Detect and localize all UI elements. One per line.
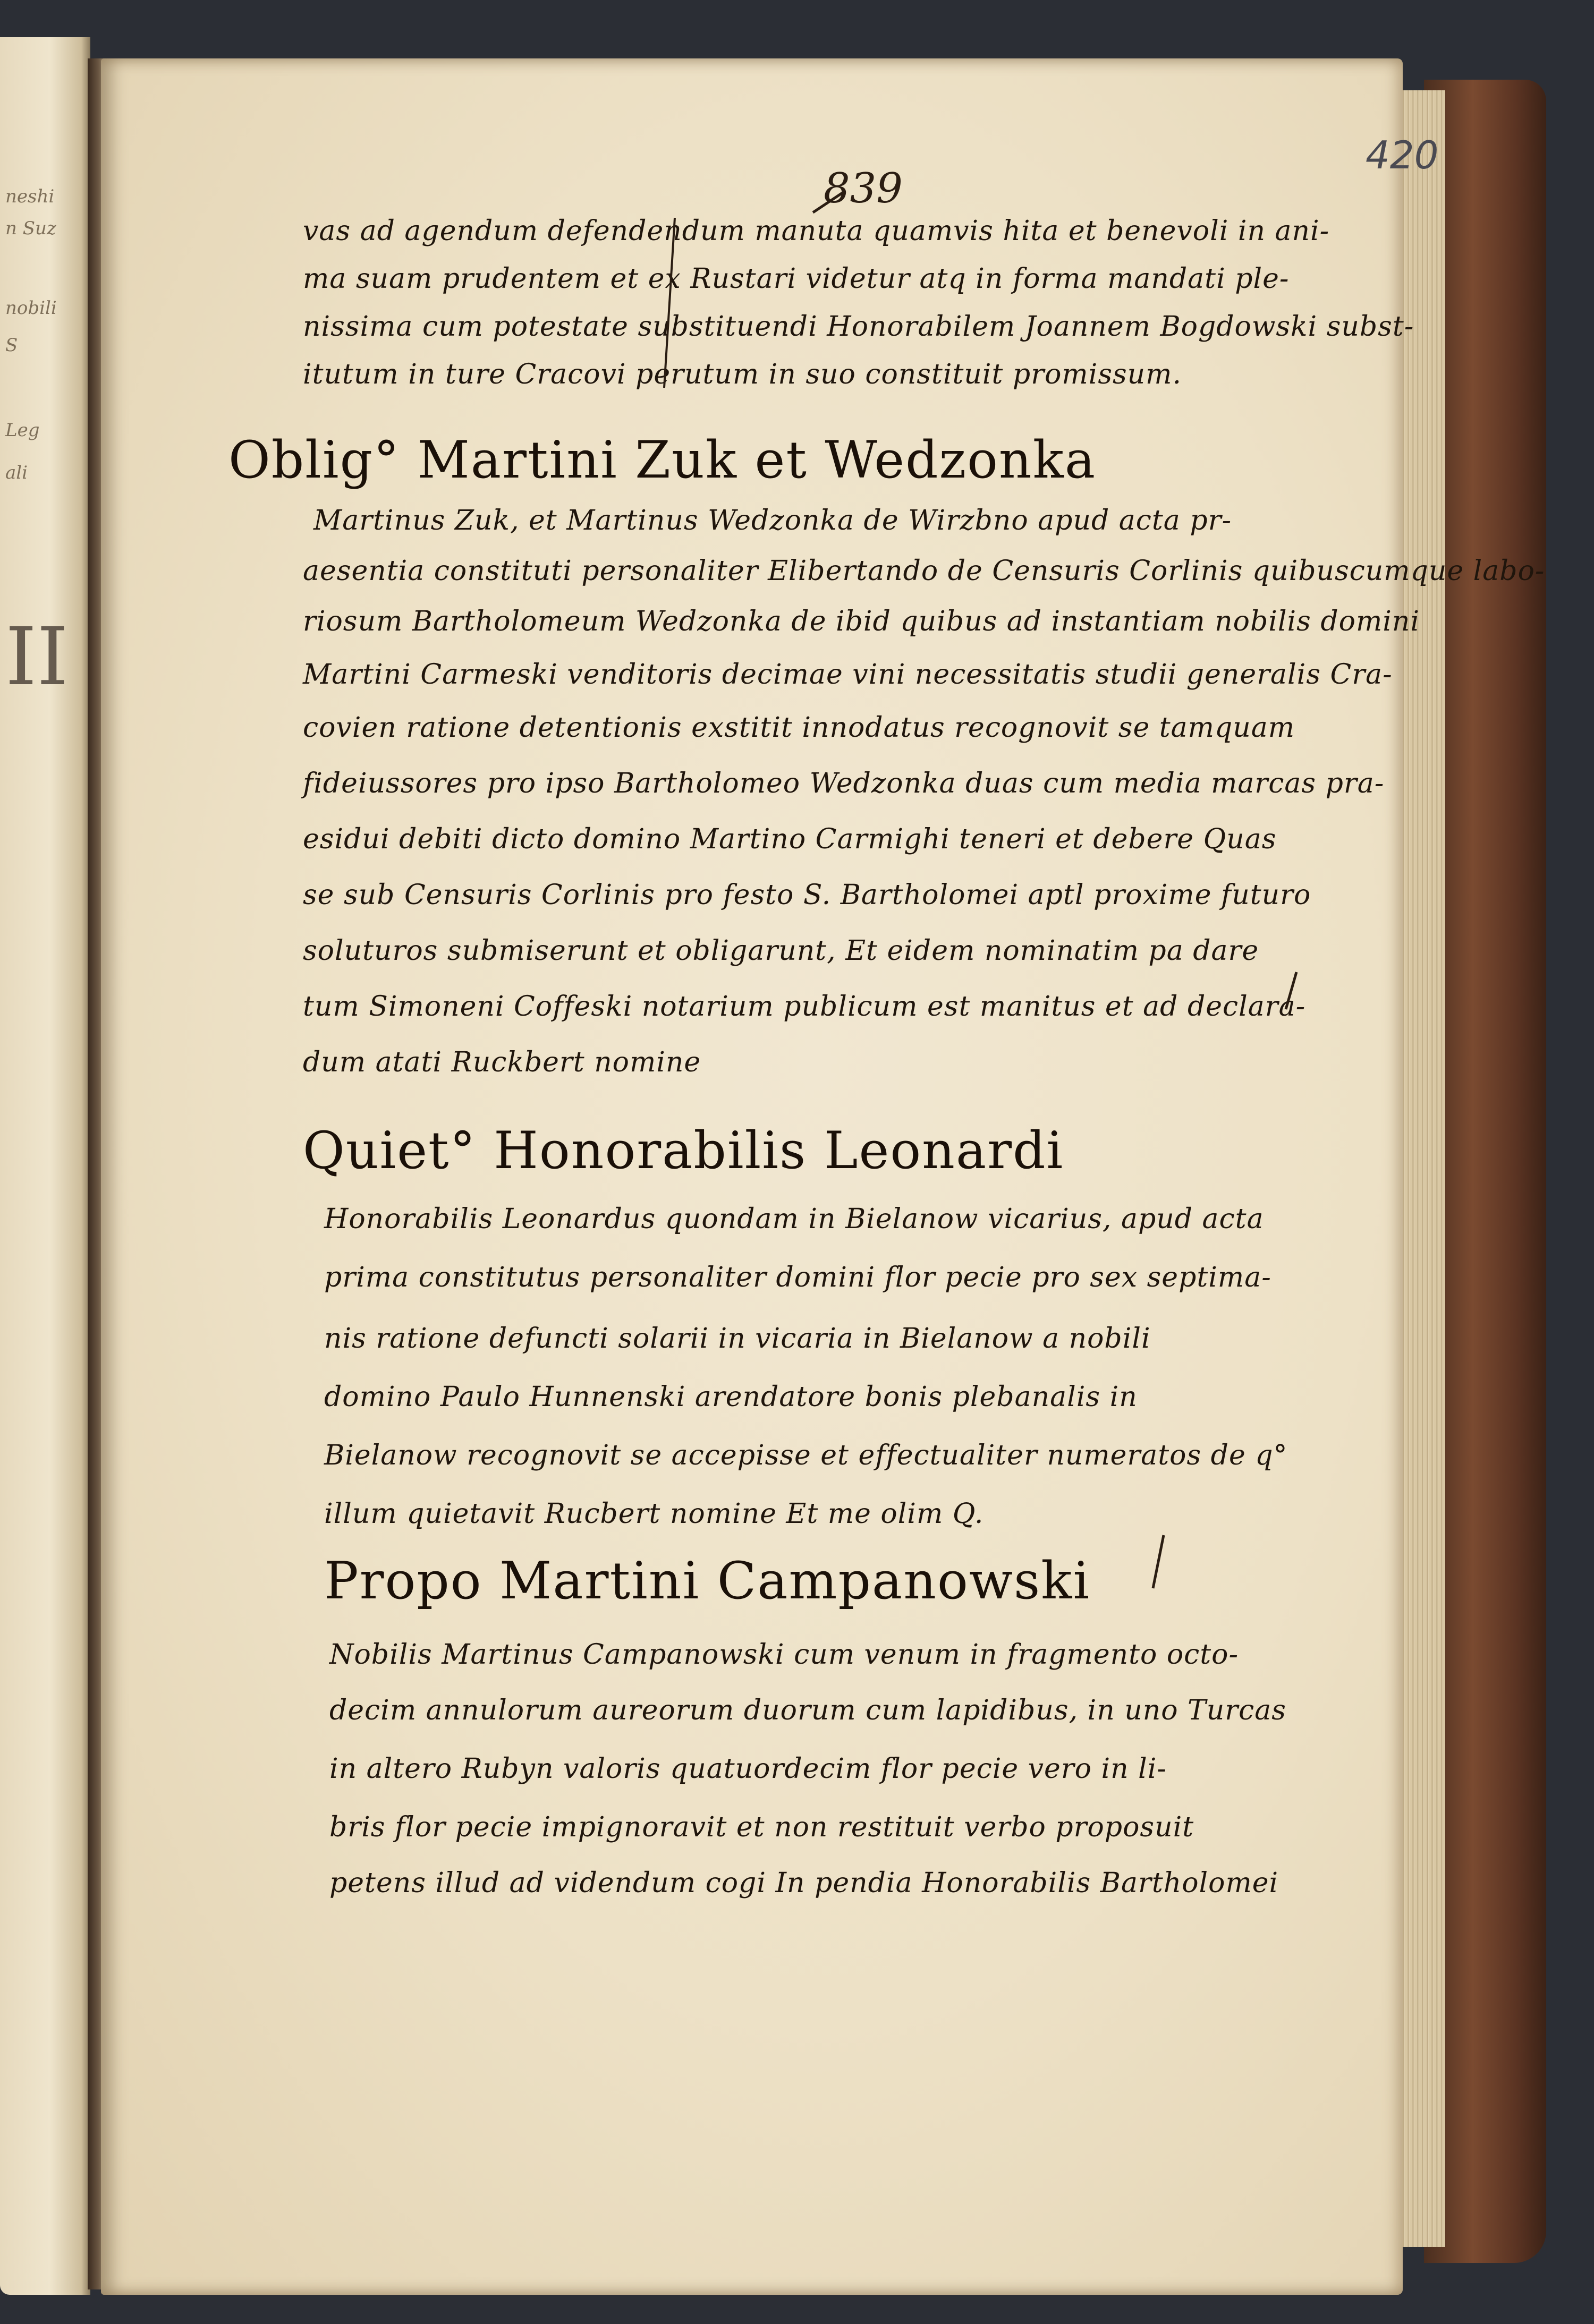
text-line: aesentia constituti personaliter Elibertando de Censuris Corlinis quibuscumque labo- xyxy=(303,555,1545,587)
text-line: Bielanow recognovit se accepisse et effectualiter numeratos de q° xyxy=(324,1440,1288,1471)
text-line: domino Paulo Hunnenski arendatore bonis plebanalis in xyxy=(324,1381,1138,1413)
text-line: dum atati Ruckbert nomine xyxy=(303,1046,701,1078)
text-line: se sub Censuris Corlinis pro festo S. Bartholomei aptl proxime futuro xyxy=(303,879,1311,911)
text-line: illum quietavit Rucbert nomine Et me olim Q. xyxy=(324,1498,984,1530)
text-line: Nobilis Martinus Campanowski cum venum in fragmento octo- xyxy=(329,1639,1239,1671)
text-line: itutum in ture Cracovi perutum in suo constituit promissum. xyxy=(303,359,1182,390)
left-page-fragment: ali xyxy=(5,462,28,483)
page-number: 839 xyxy=(824,165,903,212)
left-page-fragment: n Suz xyxy=(5,218,56,239)
margin-stroke xyxy=(1286,972,1296,1009)
text-line: in altero Rubyn valoris quatuordecim flor pecie vero in li- xyxy=(329,1753,1167,1785)
entry-heading: Oblig° Martini Zuk et Wedzonka xyxy=(228,430,1097,490)
text-line: Honorabilis Leonardus quondam in Bielanow vicarius, apud acta xyxy=(324,1203,1264,1235)
bracket-stroke xyxy=(664,218,675,388)
text-line: decim annulorum aureorum duorum cum lapidibus, in uno Turcas xyxy=(329,1695,1286,1726)
manuscript-page xyxy=(101,58,1545,2295)
left-page-numeral: II xyxy=(5,611,69,703)
text-line: bris flor pecie impignoravit et non restituit verbo proposuit xyxy=(329,1811,1194,1843)
text-line: riosum Bartholomeum Wedzonka de ibid quibus ad instantiam nobilis domini xyxy=(303,606,1420,637)
entry-heading: Quiet° Honorabilis Leonardi xyxy=(303,1121,1064,1180)
left-page-fragment: Leg xyxy=(5,420,40,441)
left-page-fragment: neshi xyxy=(5,186,55,207)
text-line: ma suam prudentem et ex Rustari videtur atq in forma mandati ple- xyxy=(303,263,1290,295)
text-line: petens illud ad videndum cogi In pendia Honorabilis Bartholomei xyxy=(329,1867,1279,1899)
text-line: tum Simoneni Coffeski notarium publicum est manitus et ad declara- xyxy=(303,991,1306,1023)
text-line: fideiussores pro ipso Bartholomeo Wedzonka duas cum media marcas pra- xyxy=(303,768,1385,799)
text-line: covien ratione detentionis exstitit innodatus recognovit se tamquam xyxy=(303,712,1295,744)
text-line: Martinus Zuk, et Martinus Wedzonka de Wirzbno apud acta pr- xyxy=(313,505,1232,537)
text-line: prima constitutus personaliter domini flor pecie pro sex septima- xyxy=(324,1262,1271,1293)
page-number-flourish xyxy=(813,191,845,212)
left-page-fragment: nobili xyxy=(5,297,57,319)
pen-strokes xyxy=(101,58,1403,2295)
text-line: soluturos submiserunt et obligarunt, Et eidem nominatim pa dare xyxy=(303,935,1259,967)
folio-number: 420 xyxy=(1366,133,1439,177)
text-line: esidui debiti dicto domino Martino Carmighi teneri et debere Quas xyxy=(303,823,1277,855)
text-line: nis ratione defuncti solarii in vicaria in Bielanow a nobili xyxy=(324,1323,1151,1355)
left-page-fragment: S xyxy=(5,335,18,356)
margin-stroke xyxy=(1153,1535,1164,1588)
left-page-edge xyxy=(0,37,90,2295)
entry-heading: Propo Martini Campanowski xyxy=(324,1551,1091,1611)
text-line: vas ad agendum defendendum manuta quamvis hita et benevoli in ani- xyxy=(303,215,1330,247)
text-line: nissima cum potestate substituendi Honorabilem Joannem Bogdowski subst- xyxy=(303,311,1414,343)
text-line: Martini Carmeski venditoris decimae vini necessitatis studii generalis Cra- xyxy=(303,659,1393,691)
